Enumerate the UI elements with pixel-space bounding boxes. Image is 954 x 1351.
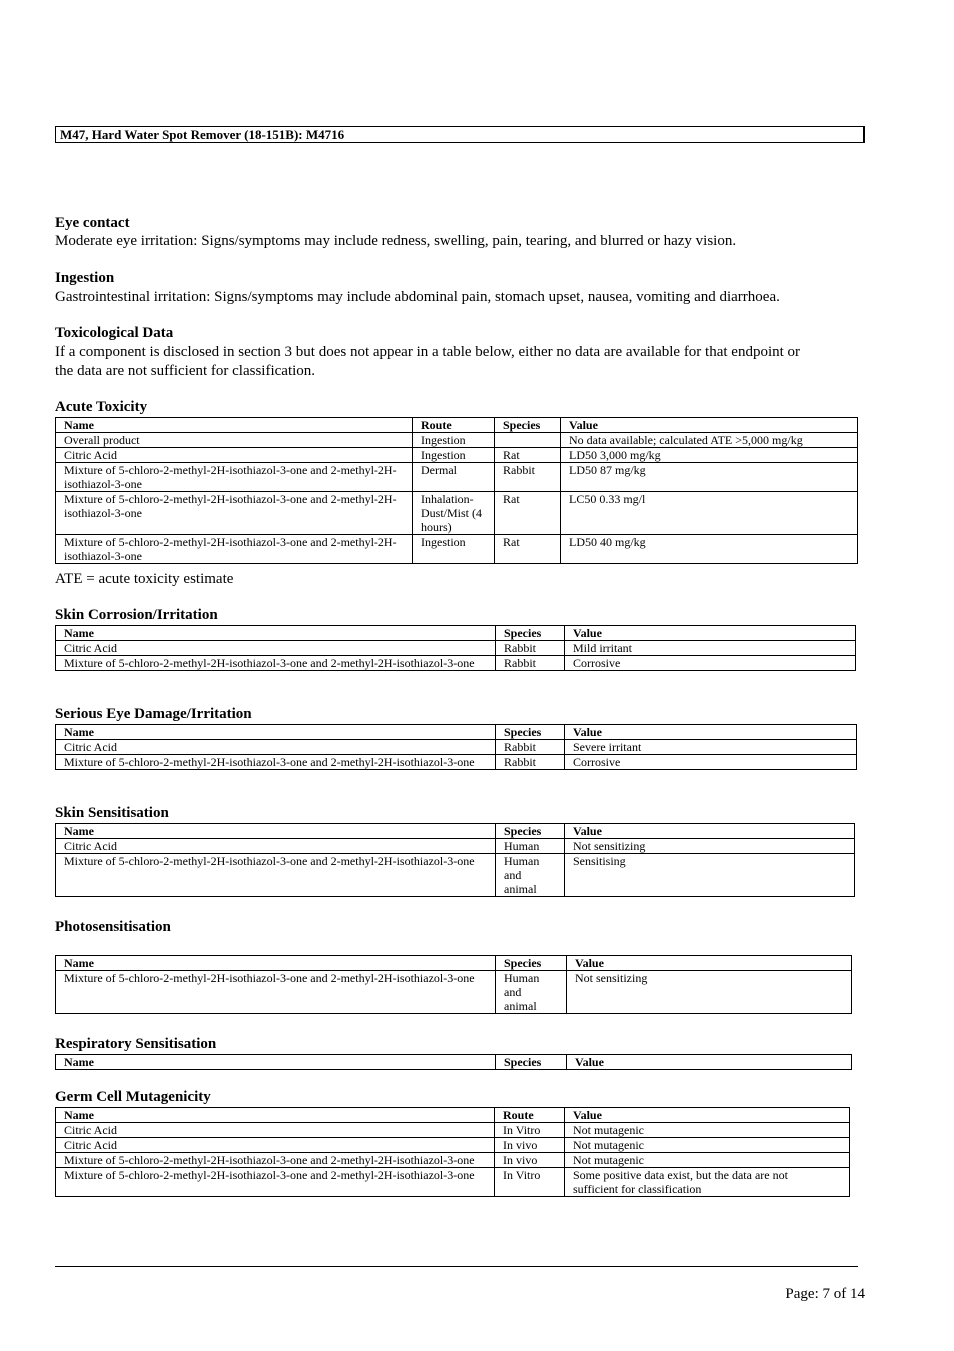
cell-species: Rat <box>495 535 561 564</box>
col-header: Value <box>565 725 857 740</box>
cell-species: Rabbit <box>496 740 565 755</box>
table-header-row <box>56 956 852 971</box>
cell-name: Mixture of 5-chloro-2-methyl-2H-isothiazol-3-one and 2-methyl-2H-isothiazol-3-one <box>56 1168 495 1197</box>
germ-cell-table <box>55 1107 850 1197</box>
cell-value: Corrosive <box>565 656 856 671</box>
skin-sensitisation-table <box>55 823 855 897</box>
cell-value: Mild irritant <box>565 641 856 656</box>
cell-value: Corrosive <box>565 755 857 770</box>
cell-route: In Vitro <box>495 1168 565 1197</box>
cell-name: Mixture of 5-chloro-2-methyl-2H-isothiazol-3-one and 2-methyl-2H-isothiazol-3-one <box>56 463 413 492</box>
col-header: Species <box>495 418 561 433</box>
table-row <box>56 1153 850 1168</box>
table-row <box>56 463 858 492</box>
eye-contact-heading: Eye contact <box>55 215 130 231</box>
eye-damage-heading: Serious Eye Damage/Irritation <box>55 706 252 722</box>
table-row <box>56 1138 850 1153</box>
cell-species: Human <box>496 839 565 854</box>
table-header-row <box>56 824 855 839</box>
respiratory-sensitisation-table <box>55 1054 852 1070</box>
cell-name: Citric Acid <box>56 641 496 656</box>
cell-name: Mixture of 5-chloro-2-methyl-2H-isothiazol-3-one and 2-methyl-2H-isothiazol-3-one <box>56 854 496 897</box>
table-row <box>56 641 856 656</box>
cell-value: Not mutagenic <box>565 1123 850 1138</box>
document-header: M47, Hard Water Spot Remover (18-151B): M4716 <box>55 126 865 143</box>
col-header: Value <box>567 1055 852 1070</box>
col-header: Route <box>495 1108 565 1123</box>
cell-species: Rabbit <box>496 641 565 656</box>
col-header: Name <box>56 418 413 433</box>
cell-value: LD50 3,000 mg/kg <box>561 448 858 463</box>
cell-route: In vivo <box>495 1153 565 1168</box>
cell-name: Mixture of 5-chloro-2-methyl-2H-isothiazol-3-one and 2-methyl-2H-isothiazol-3-one <box>56 656 496 671</box>
cell-species: Human and animal <box>496 971 567 1014</box>
footer-divider <box>55 1266 858 1267</box>
col-header: Name <box>56 725 496 740</box>
col-header: Species <box>496 824 565 839</box>
table-header-row <box>56 1055 852 1070</box>
cell-species: Rabbit <box>496 656 565 671</box>
cell-name: Citric Acid <box>56 448 413 463</box>
table-row <box>56 854 855 897</box>
cell-name: Citric Acid <box>56 740 496 755</box>
cell-value: Not sensitizing <box>565 839 855 854</box>
table-row <box>56 433 858 448</box>
cell-name: Overall product <box>56 433 413 448</box>
cell-value: Not sensitizing <box>567 971 852 1014</box>
cell-species: Rabbit <box>496 755 565 770</box>
table-row <box>56 1168 850 1197</box>
col-header: Name <box>56 824 496 839</box>
cell-value: LD50 87 mg/kg <box>561 463 858 492</box>
col-header: Species <box>496 725 565 740</box>
respiratory-sensitisation-heading: Respiratory Sensitisation <box>55 1036 217 1052</box>
table-row <box>56 656 856 671</box>
cell-value: No data available; calculated ATE >5,000 mg/kg <box>561 433 858 448</box>
cell-value: Sensitising <box>565 854 855 897</box>
germ-cell-heading: Germ Cell Mutagenicity <box>55 1089 211 1105</box>
table-row <box>56 535 858 564</box>
table-row <box>56 448 858 463</box>
acute-toxicity-heading: Acute Toxicity <box>55 399 148 415</box>
cell-species: Rat <box>495 448 561 463</box>
cell-value: Some positive data exist, but the data are not sufficient for classification <box>565 1168 850 1197</box>
cell-name: Citric Acid <box>56 1123 495 1138</box>
col-header: Value <box>565 626 856 641</box>
cell-value: LD50 40 mg/kg <box>561 535 858 564</box>
col-header: Name <box>56 1055 496 1070</box>
cell-name: Mixture of 5-chloro-2-methyl-2H-isothiazol-3-one and 2-methyl-2H-isothiazol-3-one <box>56 1153 495 1168</box>
col-header: Species <box>496 626 565 641</box>
cell-value: Not mutagenic <box>565 1153 850 1168</box>
col-header: Name <box>56 626 496 641</box>
skin-corrosion-heading: Skin Corrosion/Irritation <box>55 607 218 623</box>
cell-name: Citric Acid <box>56 1138 495 1153</box>
eye-contact-text: Moderate eye irritation: Signs/symptoms may include redness, swelling, pain, tearing, and blurred or hazy vision. <box>55 233 737 249</box>
cell-route: In vivo <box>495 1138 565 1153</box>
cell-name: Mixture of 5-chloro-2-methyl-2H-isothiazol-3-one and 2-methyl-2H-isothiazol-3-one <box>56 755 496 770</box>
table-row <box>56 755 857 770</box>
table-row <box>56 971 852 1014</box>
cell-value: Severe irritant <box>565 740 857 755</box>
col-header: Value <box>561 418 858 433</box>
col-header: Value <box>565 1108 850 1123</box>
cell-route: Dermal <box>413 463 495 492</box>
table-row <box>56 839 855 854</box>
col-header: Route <box>413 418 495 433</box>
col-header: Value <box>565 824 855 839</box>
cell-name: Mixture of 5-chloro-2-methyl-2H-isothiazol-3-one and 2-methyl-2H-isothiazol-3-one <box>56 492 413 535</box>
skin-corrosion-table <box>55 625 856 671</box>
ingestion-text: Gastrointestinal irritation: Signs/symptoms may include abdominal pain, stomach upset, nausea, vomiting and diarrhoea. <box>55 289 780 305</box>
table-header-row <box>56 418 858 433</box>
col-header: Species <box>496 956 567 971</box>
col-header: Name <box>56 1108 495 1123</box>
col-header: Species <box>496 1055 567 1070</box>
cell-name: Citric Acid <box>56 839 496 854</box>
table-row <box>56 740 857 755</box>
cell-value: Not mutagenic <box>565 1138 850 1153</box>
cell-route: Ingestion <box>413 535 495 564</box>
table-header-row <box>56 725 857 740</box>
col-header: Name <box>56 956 496 971</box>
page-number: Page: 7 of 14 <box>785 1286 865 1302</box>
photosensitisation-table <box>55 955 852 1014</box>
cell-route: Ingestion <box>413 433 495 448</box>
table-header-row <box>56 626 856 641</box>
eye-damage-table <box>55 724 857 770</box>
cell-species <box>495 433 561 448</box>
tox-data-heading: Toxicological Data <box>55 325 174 341</box>
col-header: Value <box>567 956 852 971</box>
skin-sensitisation-heading: Skin Sensitisation <box>55 805 169 821</box>
cell-name: Mixture of 5-chloro-2-methyl-2H-isothiazol-3-one and 2-methyl-2H-isothiazol-3-one <box>56 535 413 564</box>
tox-data-line2: the data are not sufficient for classification. <box>55 363 316 379</box>
cell-value: LC50 0.33 mg/l <box>561 492 858 535</box>
table-header-row <box>56 1108 850 1123</box>
cell-route: In Vitro <box>495 1123 565 1138</box>
cell-name: Mixture of 5-chloro-2-methyl-2H-isothiazol-3-one and 2-methyl-2H-isothiazol-3-one <box>56 971 496 1014</box>
table-row <box>56 492 858 535</box>
table-row <box>56 1123 850 1138</box>
ingestion-heading: Ingestion <box>55 270 115 286</box>
ate-note: ATE = acute toxicity estimate <box>55 571 234 587</box>
photosensitisation-heading: Photosensitisation <box>55 919 171 935</box>
cell-route: Inhalation-Dust/Mist (4 hours) <box>413 492 495 535</box>
cell-route: Ingestion <box>413 448 495 463</box>
tox-data-line1: If a component is disclosed in section 3 but does not appear in a table below, either no data are available for that endpoint or <box>55 344 801 360</box>
acute-toxicity-table <box>55 417 858 564</box>
cell-species: Rat <box>495 492 561 535</box>
cell-species: Rabbit <box>495 463 561 492</box>
cell-species: Human and animal <box>496 854 565 897</box>
